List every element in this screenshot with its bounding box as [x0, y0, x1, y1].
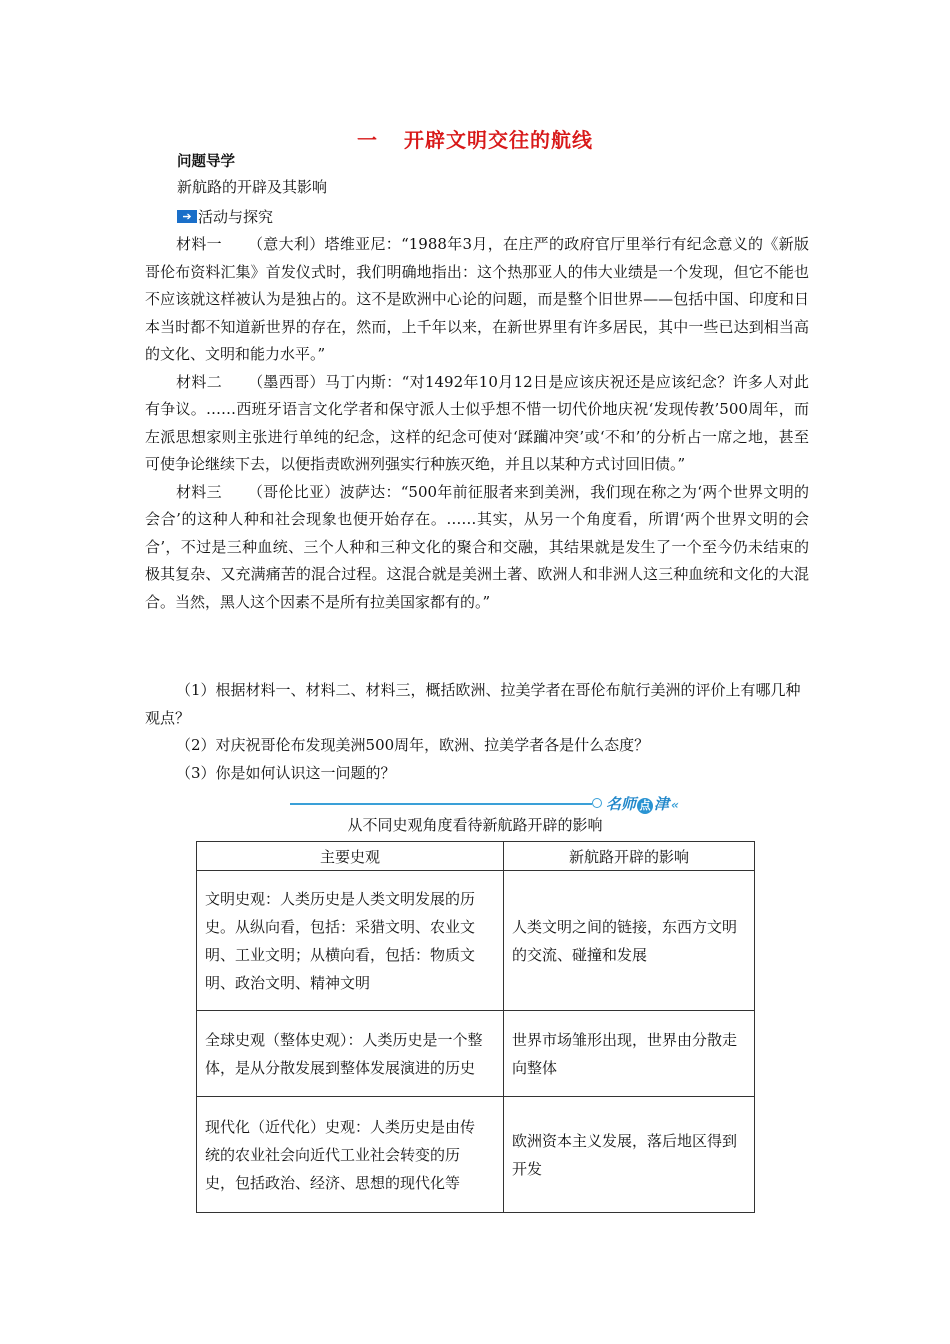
tip-char: 津 — [654, 795, 670, 813]
material-label: 材料一 — [176, 235, 222, 253]
table-header: 新航路开辟的影响 — [504, 842, 755, 871]
section-heading: 问题导学 — [177, 154, 235, 170]
tip-badge: 点 — [637, 798, 653, 814]
table-header: 主要史观 — [197, 842, 504, 871]
material-paragraph — [145, 369, 809, 479]
tip-divider — [290, 803, 592, 805]
material-text: （墨西哥）马丁内斯：“对1492年10月12日是应该庆祝还是应该纪念？许多人对此有争议。……西班牙语言文化学者和保守派人士似乎想不惜一切代价地庆祝‘发现传教’500周年，而左派思想家则主张进行单纯的纪念，这样的纪念可使对‘蹂躏冲突’或‘不和’的分析占一席之地，甚至可使争论继续下去，以便指责欧洲列强实行种族灭绝，并且以某种方式讨回旧债。” — [145, 372, 809, 473]
subheading: 新航路的开辟及其影响 — [177, 178, 328, 196]
tip-banner — [290, 794, 690, 814]
table-caption: 从不同史观角度看待新航路开辟的影响 — [347, 816, 603, 834]
table-cell-view: 文明史观：人类历史是人类文明发展的历史。从纵向看，包括：采猎文明、农业文明、工业文明；从横向看，包括：物质文明、政治文明、精神文明 — [197, 871, 504, 1011]
tip-label — [606, 793, 677, 814]
questions-block — [145, 677, 809, 787]
material-text: （哥伦比亚）波萨达：“500年前征服者来到美洲，我们现在称之为‘两个世界文明的会合’的这种人种和社会现象也便开始存在。……其实，从另一个角度看，所谓‘两个世界文明的会合’，不过是三种血统、三个人种和三种文化的聚合和交融，其结果就是发生了一个至今仍未结束的极其复杂、又充满痛苦的混合过程。这混合就是美洲土著、欧洲人和非洲人这三种血统和文化的大混合。当然，黑人这个因素不是所有拉美国家都有的。” — [145, 482, 809, 611]
question: （2）对庆祝哥伦布发现美洲500周年，欧洲、拉美学者各是什么态度？ — [176, 736, 650, 754]
question: （3）你是如何认识这一问题的？ — [176, 763, 396, 782]
activity-label: 活动与探究 — [198, 208, 274, 226]
table-row — [197, 1011, 755, 1097]
page-title — [0, 124, 950, 153]
double-chevron-left-icon: ‹‹ — [671, 798, 677, 812]
table-cell-view: 现代化（近代化）史观：人类历史是由传统的农业社会向近代工业社会转变的历史，包括政治、经济、思想的现代化等 — [197, 1097, 504, 1213]
material-paragraph — [145, 479, 809, 617]
title-number: 一 — [357, 128, 378, 152]
title-text: 开辟文明交往的航线 — [404, 128, 593, 152]
table-header-row — [197, 842, 755, 871]
circle-icon — [592, 798, 602, 808]
table-cell-view: 全球史观（整体史观）：人类历史是一个整体，是从分散发展到整体发展演进的历史 — [197, 1011, 504, 1097]
table-row — [197, 871, 755, 1011]
activity-heading — [177, 206, 273, 227]
material-paragraph — [145, 231, 809, 369]
materials-block — [145, 231, 809, 616]
material-label: 材料二 — [176, 372, 223, 391]
material-text: （意大利）塔维亚尼：“1988年3月，在庄严的政府官厅里举行有纪念意义的《新版哥伦布资料汇集》首发仪式时，我们明确地指出：这个热那亚人的伟大业绩是一个发现，但它不能也不应该就这样被认为是独占的。这不是欧洲中心论的问题，而是整个旧世界——包括中国、印度和日本当时都不知道新世界的存在，然而，上千年以来，在新世界里有许多居民，其中一些已达到相当高的文化、文明和能力水平。” — [145, 235, 809, 363]
arrow-right-icon: ➔ — [177, 210, 197, 223]
tip-char: 师 — [621, 795, 637, 813]
table-cell-impact: 人类文明之间的链接，东西方文明的交流、碰撞和发展 — [504, 871, 755, 1011]
tip-char: 名 — [606, 795, 622, 813]
table-cell-impact: 欧洲资本主义发展，落后地区得到开发 — [504, 1097, 755, 1213]
table-row — [197, 1097, 755, 1213]
comparison-table — [196, 841, 755, 1213]
question: （1）根据材料一、材料二、材料三，概括欧洲、拉美学者在哥伦布航行美洲的评价上有哪几种观点？ — [145, 681, 801, 727]
table-cell-impact: 世界市场雏形出现，世界由分散走向整体 — [504, 1011, 755, 1097]
material-label: 材料三 — [176, 482, 222, 501]
